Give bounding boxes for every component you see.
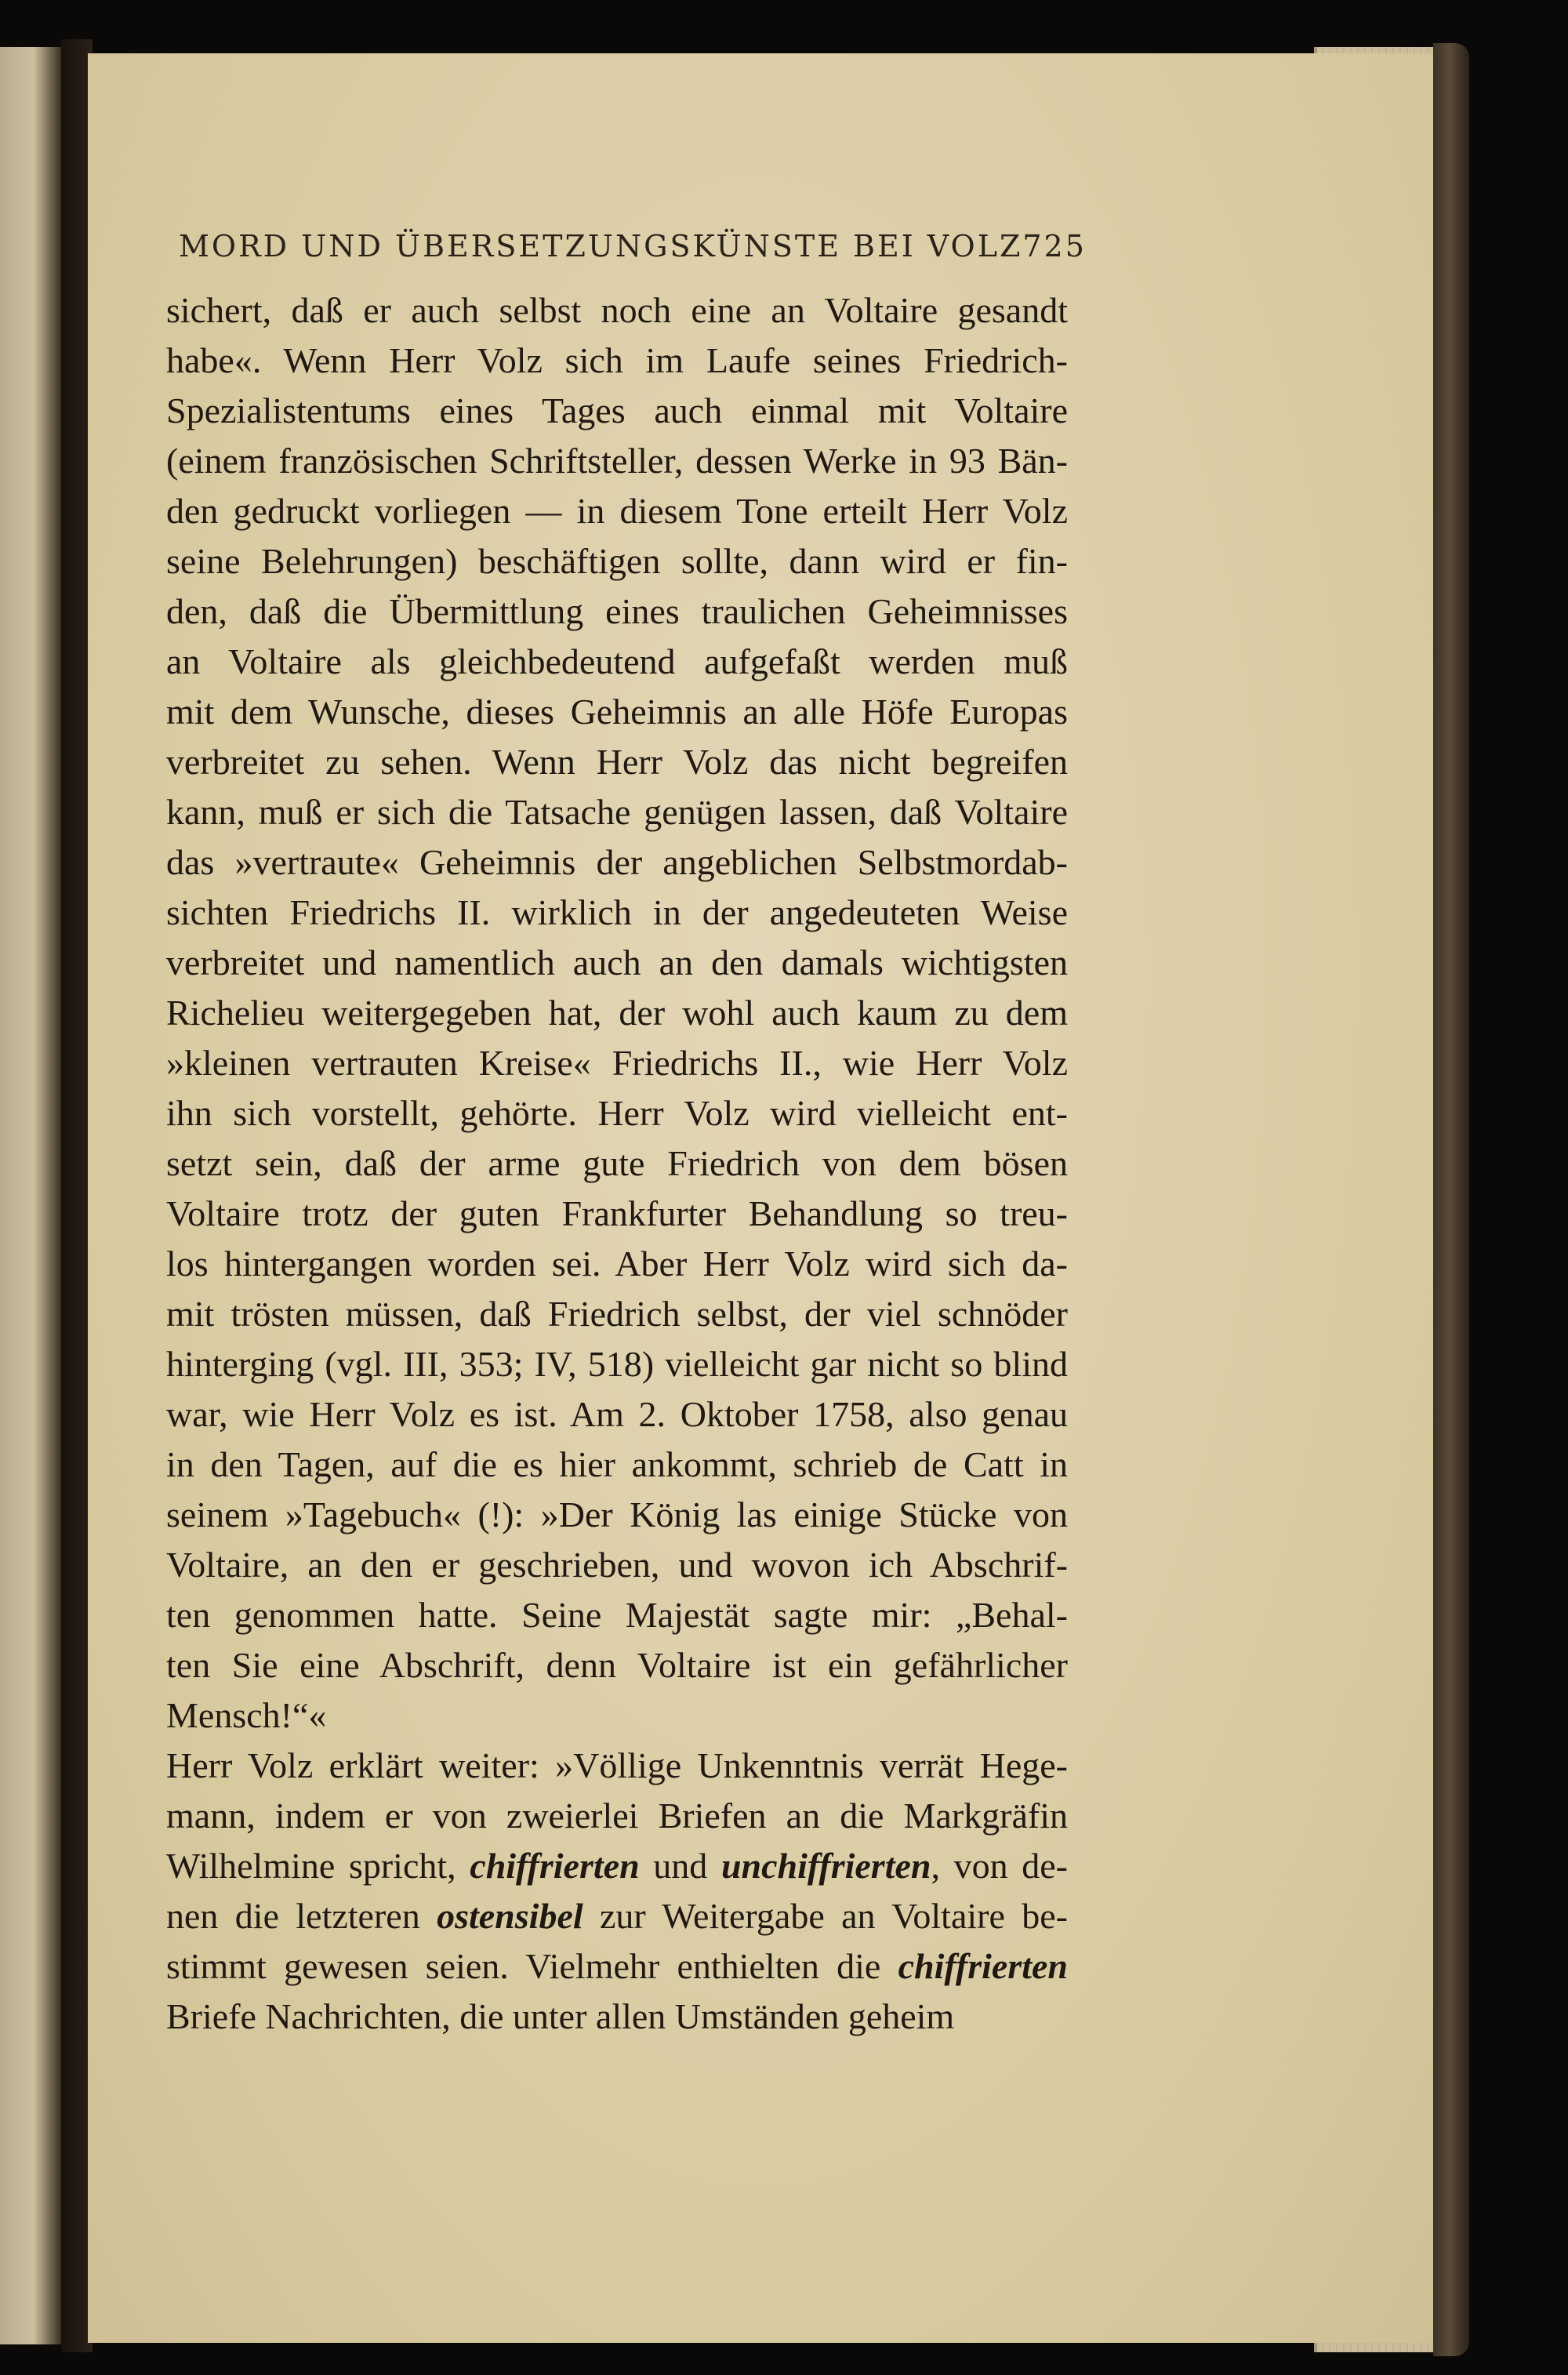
text-line: verbreitet zu sehen. Wenn Herr Volz das nicht begreifen [166,742,1068,782]
text-line: seinem »Tagebuch« (!): »Der König las einige Stücke von [166,1494,1068,1534]
text-line: sichert, daß er auch selbst noch eine an Voltaire gesandt [166,290,1068,330]
text-line: verbreitet und namentlich auch an den damals wichtigsten [166,942,1068,982]
text-line: Spezialistentums eines Tages auch einmal mit Voltaire [166,390,1068,430]
text-line: hinterging (vgl. III, 353; IV, 518) vielleicht gar nicht so blind [166,1344,1068,1384]
italic-term: chiffrierten [470,1846,640,1886]
text-line: Herr Volz erklärt weiter: »Völlige Unkenntnis verrät Hege- [166,1745,1068,1785]
text-line [166,1891,1068,1941]
text-line: mit trösten müssen, daß Friedrich selbst, der viel schnöder [166,1294,1068,1334]
page-number: 725 [1022,229,1087,263]
text-line: kann, muß er sich die Tatsache genügen lassen, daß Voltaire [166,792,1068,832]
text-line: Voltaire trotz der guten Frankfurter Behandlung so treu- [166,1193,1068,1233]
text-line: war, wie Herr Volz es ist. Am 2. Oktober 1758, also genau [166,1394,1068,1434]
italic-term: unchiffrierten [720,1846,931,1886]
text-line [166,1841,1068,1891]
text-line: an Voltaire als gleichbedeutend aufgefaßt werden muß [166,641,1068,681]
text-line: das »vertraute« Geheimnis der angeblichen Selbstmordab- [166,842,1068,882]
text-line: mann, indem er von zweierlei Briefen an die Markgräfin [166,1796,1068,1836]
text-segment: zur Weitergabe an Voltaire be- [583,1896,1068,1936]
text-line: ten Sie eine Abschrift, denn Voltaire ist ein gefährlicher [166,1645,1068,1685]
text-line: Richelieu weitergegeben hat, der wohl auch kaum zu dem [166,993,1068,1033]
text-segment: stimmt gewesen seien. Vielmehr enthielten die [166,1946,898,1986]
text-line: setzt sein, daß der arme gute Friedrich von dem bösen [166,1143,1068,1183]
text-segment: Wilhelmine spricht, [166,1846,470,1886]
running-head [179,229,1087,263]
text-line: den, daß die Übermittlung eines traulichen Geheimnisses [166,591,1068,631]
text-line: »kleinen vertrauten Kreise« Friedrichs II., wie Herr Volz [166,1043,1068,1083]
text-segment: und [639,1846,721,1886]
text-line [166,1941,1068,1992]
text-line: Briefe Nachrichten, die unter allen Umständen geheim [166,1996,955,2036]
text-line: in den Tagen, auf die es hier ankommt, schrieb de Catt in [166,1444,1068,1484]
italic-term: chiffrierten [898,1946,1068,1986]
text-line: ten genommen hatte. Seine Majestät sagte mir: „Behal- [166,1595,1068,1635]
text-line: los hintergangen worden sei. Aber Herr Volz wird sich da- [166,1244,1068,1284]
text-line: sichten Friedrichs II. wirklich in der angedeuteten Weise [166,892,1068,932]
cover-edge [1433,43,1469,2356]
body-text [166,285,1068,2042]
left-page-edge [0,47,61,2344]
text-line: Mensch!“« [166,1695,327,1735]
text-segment: , von de- [931,1846,1068,1886]
text-line: habe«. Wenn Herr Volz sich im Laufe seines Friedrich- [166,340,1068,380]
text-segment: nen die letzteren [166,1896,437,1936]
italic-term: ostensibel [437,1896,583,1936]
text-line: Voltaire, an den er geschrieben, und wovon ich Abschrif- [166,1545,1068,1585]
text-line: ihn sich vorstellt, gehörte. Herr Volz wird vielleicht ent- [166,1093,1068,1133]
text-line: (einem französischen Schriftsteller, dessen Werke in 93 Bän- [166,441,1068,481]
running-head-title: MORD UND ÜBERSETZUNGSKÜNSTE BEI VOLZ [179,229,1023,263]
text-line: mit dem Wunsche, dieses Geheimnis an alle Höfe Europas [166,692,1068,732]
text-line: den gedruckt vorliegen — in diesem Tone erteilt Herr Volz [166,491,1068,531]
text-line: seine Belehrungen) beschäftigen sollte, dann wird er fin- [166,541,1068,581]
